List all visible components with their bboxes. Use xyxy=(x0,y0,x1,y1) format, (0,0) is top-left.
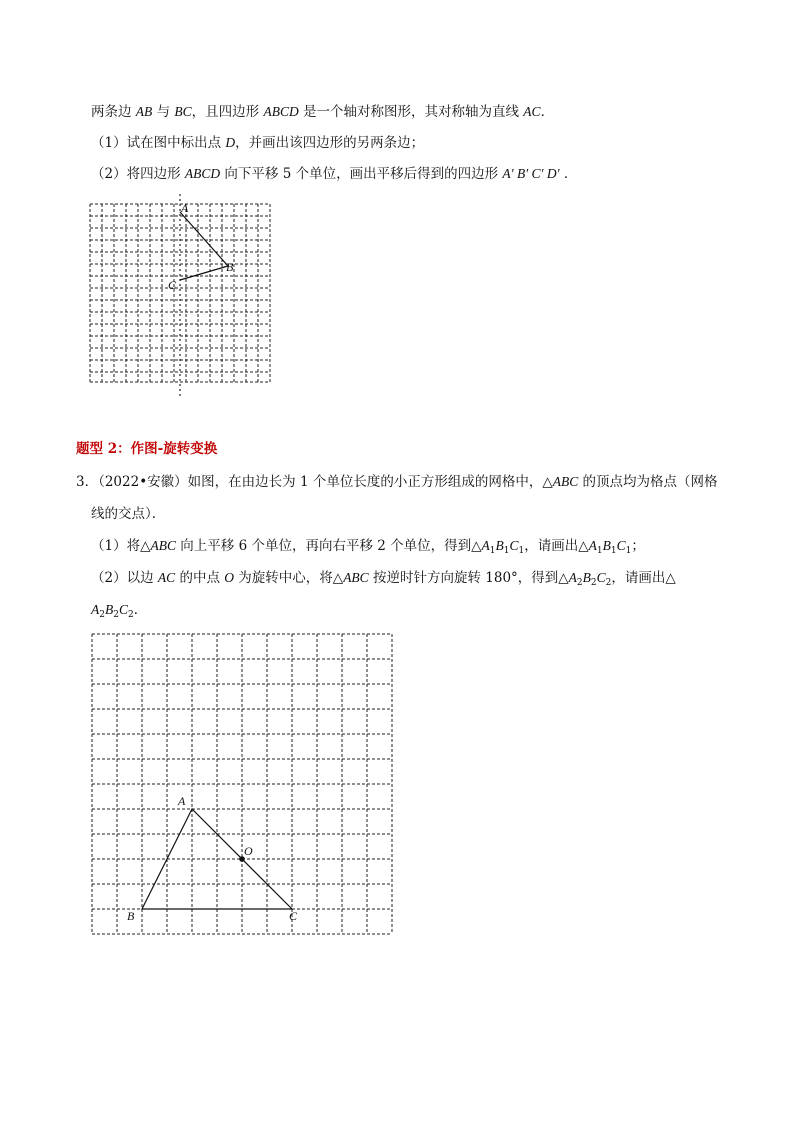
text: 为旋转中心，将△ xyxy=(234,570,344,586)
subscript: 1 xyxy=(489,546,496,556)
problem3-grid xyxy=(92,634,392,934)
segment-AB xyxy=(180,212,228,266)
math: C xyxy=(616,538,626,553)
text: 如图，在由边长为 1 个单位长度的小正方形组成的网格中，△ xyxy=(187,474,553,490)
math: A xyxy=(588,538,597,553)
math: C xyxy=(118,602,128,617)
problem-number: 3． xyxy=(76,474,99,490)
math: A xyxy=(568,570,577,585)
point-label-C: C xyxy=(289,909,298,923)
point-label-B: B xyxy=(226,260,234,274)
problem3-question-2 xyxy=(91,569,676,587)
text: ； xyxy=(631,538,645,554)
math: B xyxy=(582,570,591,585)
text: ，请画出△ xyxy=(524,538,589,554)
problem2-question-1 xyxy=(91,134,424,152)
subscript: 2 xyxy=(576,578,583,588)
text: 按逆时针方向旋转 180°，得到△ xyxy=(368,570,569,586)
text: 向下平移 5 个单位，画出平移后得到的四边形 xyxy=(220,166,503,182)
text: ． xyxy=(559,166,578,182)
text: ，且四边形 xyxy=(191,104,264,120)
math: AB xyxy=(135,104,153,119)
subscript: 1 xyxy=(518,546,525,556)
text: 的中点 xyxy=(175,570,225,586)
math: A xyxy=(91,602,100,617)
problem-source: （2022•安徽） xyxy=(98,474,188,490)
problem2-question-2 xyxy=(91,165,577,183)
math: C xyxy=(596,570,606,585)
point-label-B: B xyxy=(127,909,135,923)
point-label-A: A xyxy=(178,794,186,808)
segment-BC xyxy=(180,266,228,280)
text: ，并画出该四边形的另两条边； xyxy=(235,135,425,151)
math: ABCD xyxy=(184,166,221,181)
subscript: 1 xyxy=(610,546,617,556)
text: ． xyxy=(540,104,555,120)
math: AC xyxy=(157,570,176,585)
text: （2）以边 xyxy=(91,570,158,586)
problem3-grid-figure xyxy=(80,622,400,942)
text: 两条边 xyxy=(91,104,136,120)
math: B xyxy=(602,538,611,553)
subscript: 2 xyxy=(605,578,612,588)
math: ABC xyxy=(552,474,579,489)
text: 与 xyxy=(152,104,175,120)
math: A′ B′ C′ D′ xyxy=(502,166,560,181)
math: B xyxy=(495,538,504,553)
math: D xyxy=(225,135,236,150)
subscript: 2 xyxy=(99,610,105,620)
text: （1）试在图中标出点 xyxy=(91,135,226,151)
problem3-stem-line1 xyxy=(76,473,718,491)
text: 向上平移 6 个单位，再向右平移 2 个单位，得到△ xyxy=(175,538,482,554)
math: ABC xyxy=(343,570,369,585)
subscript: 1 xyxy=(625,546,632,556)
math: BC xyxy=(174,104,192,119)
subscript: 2 xyxy=(127,610,134,620)
math: AC xyxy=(523,104,541,119)
section-heading: 题型 2：作图-旋转变换 xyxy=(76,441,218,457)
math: ABC xyxy=(150,538,176,553)
problem2-line1 xyxy=(91,103,554,121)
problem2-grid-figure xyxy=(80,192,280,402)
subscript: 2 xyxy=(590,578,597,588)
subscript: 2 xyxy=(113,610,119,620)
text: 是一个轴对称图形，其对称轴为直线 xyxy=(298,104,524,120)
problem3-question-1 xyxy=(91,537,645,555)
math: A xyxy=(481,538,490,553)
math: ABCD xyxy=(263,104,299,119)
problem3-stem-line2: 线的交点）． xyxy=(91,506,166,522)
point-label-C: C xyxy=(168,278,177,292)
point-label-O: O xyxy=(244,844,253,858)
math: B xyxy=(104,602,114,617)
subscript: 1 xyxy=(503,546,510,556)
subscript: 1 xyxy=(596,546,603,556)
text: ． xyxy=(133,602,148,618)
math: C xyxy=(509,538,519,553)
text: 的顶点均为格点（网格 xyxy=(578,474,718,490)
problem3-question-2-cont xyxy=(91,601,147,619)
point-label-A: A xyxy=(181,201,189,215)
math: O xyxy=(224,570,234,585)
text: （1）将△ xyxy=(91,538,151,554)
text: （2）将四边形 xyxy=(91,166,185,182)
text: ，请画出△ xyxy=(611,570,676,586)
